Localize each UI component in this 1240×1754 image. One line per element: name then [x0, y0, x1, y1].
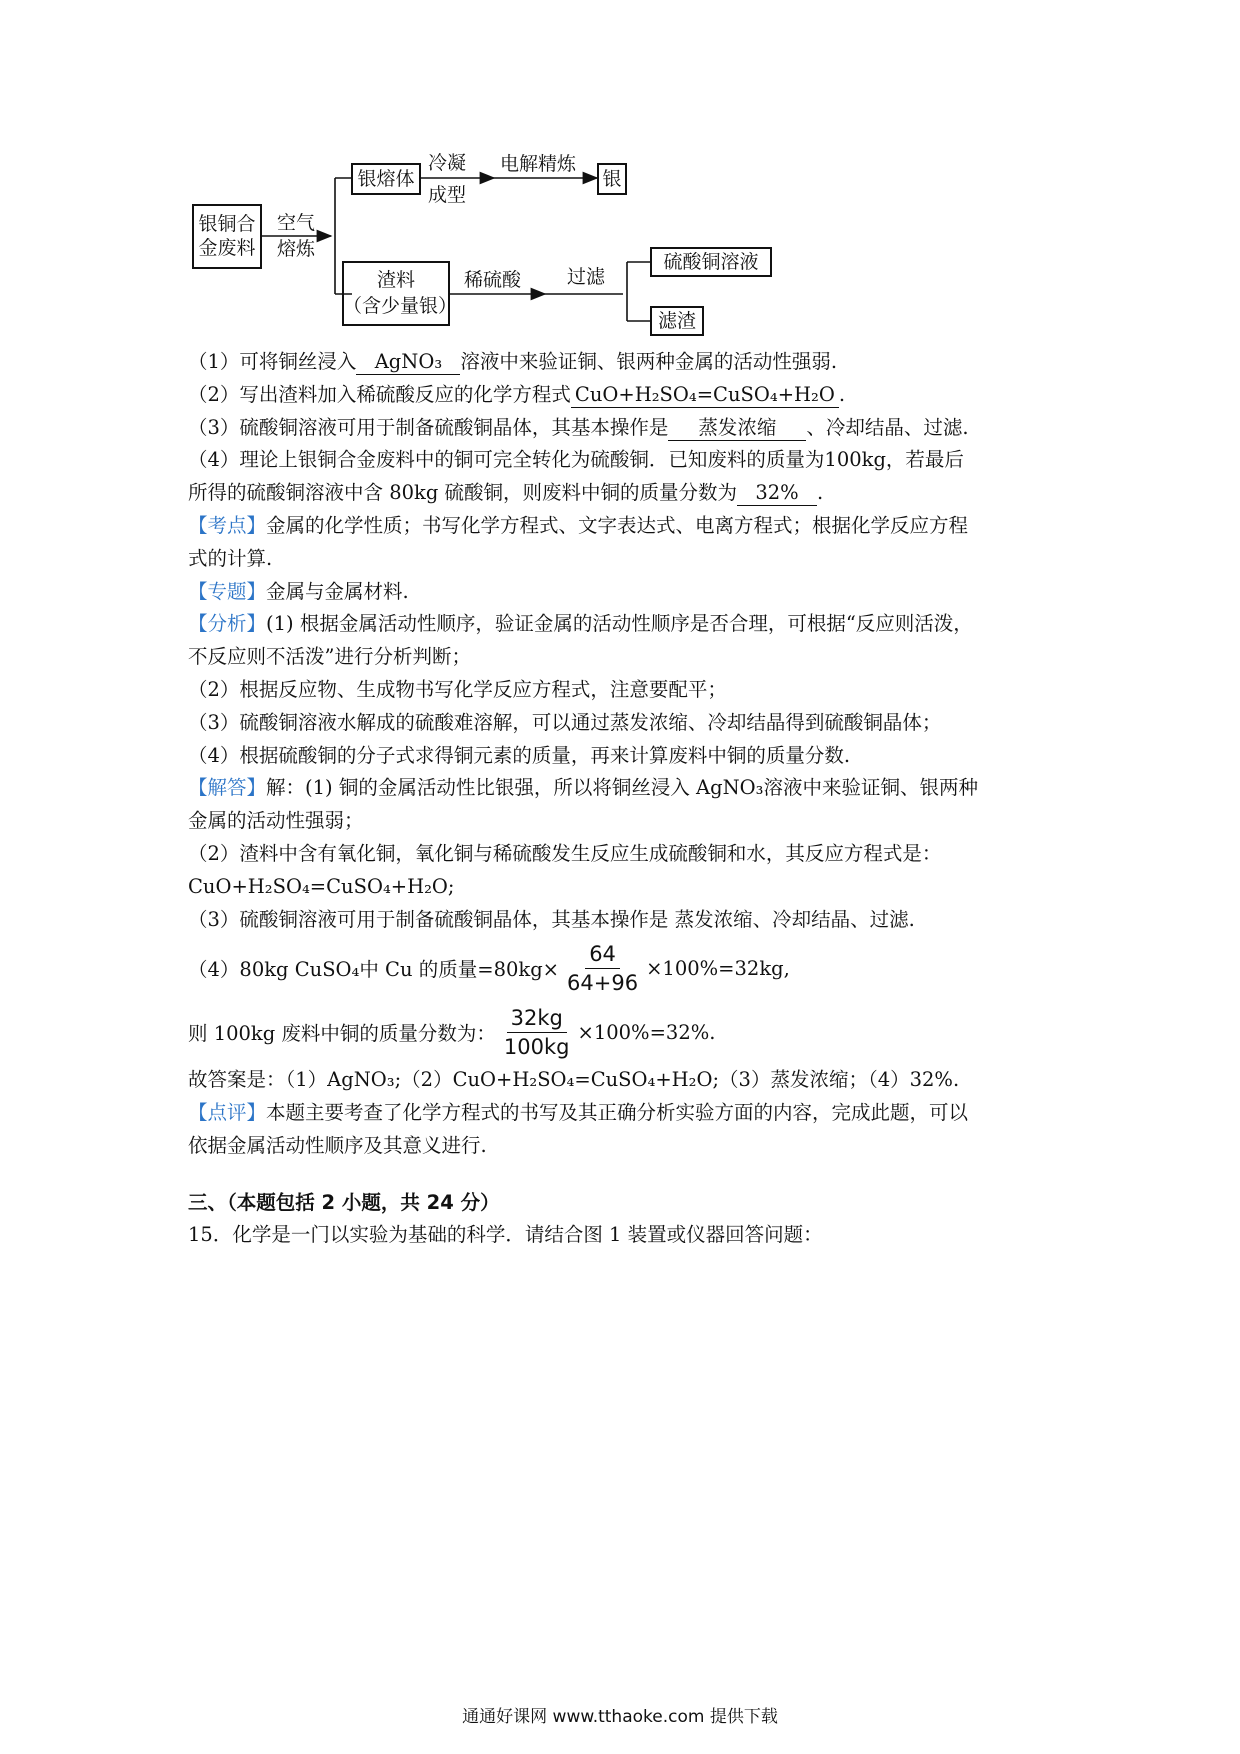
lower-box-label: 渣料 （含少量银） — [343, 269, 458, 317]
q2-line: （2）写出渣料加入稀硫酸反应的化学方程式 CuO+H₂SO₄=CuSO₄+H₂O . — [188, 382, 846, 406]
q1-line: （1）可将铜丝浸入 AgNO₃ 溶液中来验证铜、银两种金属的活动性强弱. — [188, 350, 838, 373]
fenxi-line4: （3）硫酸铜溶液水解成的硫酸难溶解，可以通过蒸发浓缩、冷却结晶得到硫酸铜晶体； — [188, 710, 942, 734]
fenxi-line2: 不反应则不活泼”进行分析判断； — [188, 645, 471, 669]
jieda-line5: （3）硫酸铜溶液可用于制备硫酸铜晶体，其基本操作是 蒸发浓缩、冷却结晶、过滤. — [188, 907, 915, 931]
q4-line1: （4）理论上银铜合金废料中的铜可完全转化为硫酸铜．已知废料的质量为100kg，若最后 — [188, 448, 964, 472]
start-label: 银铜合 金废料 — [198, 213, 256, 259]
fraction-cu-mass: $\frac{64}{64+96}$ — [567, 941, 639, 995]
jieda-tag: 【解答】 — [188, 776, 267, 800]
q4-answer: 32% — [737, 481, 817, 506]
q2-answer: CuO+H₂SO₄=CuSO₄+H₂O — [571, 383, 839, 408]
jieda-line3: （2）渣料中含有氧化铜，氧化铜与稀硫酸发生反应生成硫酸铜和水，其反应方程式是： — [188, 841, 942, 865]
fenxi-line5: （4）根据硫酸铜的分子式求得铜元素的质量，再来计算废料中铜的质量分数. — [188, 743, 851, 767]
jieda-line2: 金属的活动性强弱； — [188, 809, 364, 833]
zhuanti-line: 【专题】金属与金属材料. — [188, 579, 409, 603]
upper-box-label: 银熔体 — [357, 168, 415, 190]
question-content — [188, 346, 1068, 1252]
lower-step-label: 稀硫酸 — [464, 269, 522, 291]
q1-answer: AgNO₃ — [356, 350, 460, 375]
process-flow-diagram — [185, 150, 865, 340]
fenxi-line1: 【分析】(1) 根据金属活动性顺序，验证金属的活动性顺序是否合理，可根据“反应则活泼， — [188, 612, 973, 636]
lower-end1-label: 硫酸铜溶液 — [663, 251, 759, 273]
lower-end2-label: 滤渣 — [657, 310, 696, 332]
q3-answer: 蒸发浓缩 — [668, 416, 806, 441]
zhuanti-tag: 【专题】 — [188, 579, 267, 603]
jieda-calc1: （4）80kg CuSO₄中 Cu 的质量=80kg× $\frac{64}{64+96}$ ×100%=32kg, — [188, 941, 790, 995]
q3-line: （3）硫酸铜溶液可用于制备硫酸铜晶体，其基本操作是 蒸发浓缩 、冷却结晶、过滤. — [188, 415, 969, 439]
lower-step2-label: 过滤 — [567, 266, 606, 288]
upper-step-label: 冷凝 成型 — [428, 152, 467, 206]
jieda-calc2: 则 100kg 废料中铜的质量分数为： $\frac{32kg}{100kg}$ ×100%=32%. — [188, 1005, 716, 1059]
dianping-line2: 依据金属活动性顺序及其意义进行. — [188, 1133, 487, 1157]
dianping-line1: 【点评】本题主要考查了化学方程式的书写及其正确分析实验方面的内容，完成此题，可以 — [188, 1101, 969, 1125]
step1-label: 空气 熔炼 — [276, 212, 315, 260]
upper-step2-label: 电解精炼 — [500, 153, 577, 175]
jieda-line1: 【解答】解：(1) 铜的金属活动性比银强，所以将铜丝浸入 AgNO₃溶液中来验证铜、银两种 — [188, 776, 978, 800]
jieda-final: 故答案是：（1）AgNO₃;（2）CuO+H₂SO₄=CuSO₄+H₂O;（3）蒸发浓缩；（4）32%. — [188, 1068, 960, 1092]
footer-credit: 通通好课网 www.tthaoke.com 提供下载 — [462, 1707, 778, 1727]
section-heading: 三、（本题包括 2 小题，共 24 分） — [188, 1190, 500, 1214]
kaodian-tag: 【考点】 — [188, 513, 267, 537]
q15-line: 15．化学是一门以实验为基础的科学．请结合图 1 装置或仪器回答问题： — [188, 1222, 823, 1246]
dianping-tag: 【点评】 — [188, 1101, 267, 1125]
q4-line2: 所得的硫酸铜溶液中含 80kg 硫酸铜，则废料中铜的质量分数为 32% . — [188, 481, 824, 505]
fraction-cu-percent: $\frac{32kg}{100kg}$ — [503, 1005, 570, 1059]
kaodian-line2: 式的计算. — [188, 546, 273, 570]
kaodian-line1: 【考点】金属的化学性质；书写化学方程式、文字表达式、电离方程式；根据化学反应方程 — [188, 513, 969, 537]
upper-end-label: 银 — [602, 168, 622, 190]
fenxi-line3: （2）根据反应物、生成物书写化学反应方程式，注意要配平； — [188, 677, 727, 701]
jieda-line4: CuO+H₂SO₄=CuSO₄+H₂O; — [188, 874, 455, 898]
fenxi-tag: 【分析】 — [188, 612, 267, 636]
